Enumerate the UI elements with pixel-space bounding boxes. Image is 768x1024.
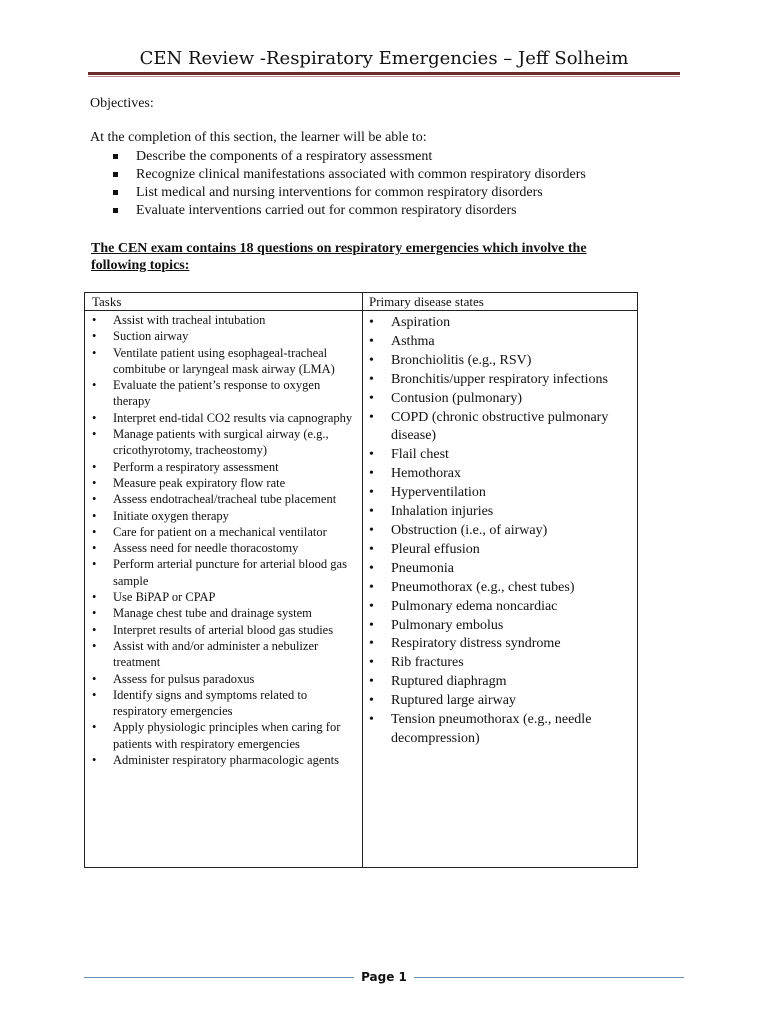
tasks-list (91, 312, 359, 768)
task-text: Interpret results of arterial blood gas studies (113, 622, 334, 637)
objective-text: Evaluate interventions carried out for common respiratory disorders (136, 203, 517, 218)
bullet-icon: • (92, 508, 97, 523)
disease-text: Contusion (pulmonary) (391, 390, 523, 406)
disease-item (369, 635, 635, 654)
task-text: Care for patient on a mechanical ventilator (113, 524, 327, 539)
bullet-icon: • (369, 693, 374, 709)
bullet-icon: • (92, 410, 97, 425)
task-item (91, 556, 359, 589)
disease-text: Pleural effusion (391, 541, 480, 557)
bullet-icon: • (369, 409, 374, 425)
header-rule-thick (88, 72, 680, 75)
objective-item (113, 166, 586, 184)
disease-text: Aspiration (391, 315, 451, 330)
bullet-icon: • (92, 557, 97, 572)
tasks-column-header: Tasks (92, 294, 122, 309)
bullet-icon: • (369, 579, 374, 595)
bullet-icon: • (92, 459, 97, 474)
bullet-icon: • (92, 590, 97, 605)
bullet-icon: • (92, 313, 97, 327)
disease-item (369, 465, 635, 484)
disease-text: Respiratory distress syndrome (391, 636, 561, 652)
bullet-icon: • (92, 378, 97, 393)
disease-text: COPD (chronic obstructive pulmonary disease) (391, 409, 609, 444)
disease-item (369, 446, 635, 465)
task-item (91, 687, 359, 720)
disease-text: Pulmonary embolus (391, 617, 504, 633)
task-text: Apply physiologic principles when caring for patients with respiratory emergencies (113, 720, 341, 751)
bullet-icon: • (92, 606, 97, 621)
bullet-icon: • (92, 687, 97, 702)
square-bullet-icon (113, 208, 118, 213)
task-text: Manage chest tube and drainage system (113, 606, 312, 621)
bullet-icon: • (369, 712, 374, 728)
task-item (91, 377, 359, 410)
disease-item (369, 560, 635, 579)
objective-text: Describe the components of a respiratory assessment (136, 149, 433, 164)
bullet-icon: • (369, 466, 374, 482)
footer-rule-right (414, 977, 684, 978)
bullet-icon: • (369, 485, 374, 501)
disease-item (369, 503, 635, 522)
objectives-list (113, 148, 586, 220)
disease-item (369, 484, 635, 503)
disease-text: Obstruction (i.e., of airway) (391, 522, 548, 538)
bullet-icon: • (369, 447, 374, 463)
bullet-icon: • (369, 504, 374, 520)
task-item (91, 540, 359, 556)
disease-item (369, 617, 635, 636)
disease-item (369, 654, 635, 673)
diseases-column-header: Primary disease states (369, 294, 484, 309)
disease-text: Pneumothorax (e.g., chest tubes) (391, 579, 575, 595)
disease-item (369, 541, 635, 560)
task-item (91, 622, 359, 638)
bullet-icon: • (369, 598, 374, 614)
disease-item (369, 371, 635, 390)
header-rule-thin (88, 76, 680, 77)
bullet-icon: • (92, 622, 97, 637)
bullet-icon: • (92, 329, 97, 344)
bullet-icon: • (92, 524, 97, 539)
bullet-icon: • (369, 655, 374, 671)
task-item (91, 491, 359, 507)
table-column-divider (362, 293, 363, 867)
bullet-icon: • (369, 522, 374, 538)
bullet-icon: • (369, 333, 374, 349)
bullet-icon: • (92, 427, 97, 442)
task-item (91, 605, 359, 621)
disease-text: Tension pneumothorax (e.g., needle decompression) (391, 712, 592, 746)
disease-item (369, 390, 635, 409)
task-text: Administer respiratory pharmacologic agents (113, 753, 339, 768)
task-text: Measure peak expiratory flow rate (113, 475, 286, 490)
task-text: Identify signs and symptoms related to respiratory emergencies (113, 687, 308, 719)
table-header-divider (85, 310, 637, 311)
bullet-icon: • (92, 720, 97, 735)
task-text: Initiate oxygen therapy (113, 508, 229, 523)
square-bullet-icon (113, 190, 118, 195)
task-item (91, 752, 359, 768)
bullet-icon: • (369, 560, 374, 576)
task-item (91, 459, 359, 475)
task-text: Assist with tracheal intubation (113, 313, 266, 327)
task-text: Manage patients with surgical airway (e.g., cricothyrotomy, tracheostomy) (113, 427, 329, 458)
disease-item (369, 522, 635, 541)
task-item (91, 589, 359, 605)
task-text: Use BiPAP or CPAP (113, 590, 216, 605)
task-item (91, 312, 359, 328)
bullet-icon: • (92, 541, 97, 556)
diseases-list (369, 314, 635, 749)
disease-item (369, 598, 635, 617)
task-item (91, 671, 359, 687)
task-item (91, 475, 359, 491)
task-text: Interpret end-tidal CO2 results via capnography (113, 410, 353, 425)
task-text: Evaluate the patient’s response to oxygen therapy (113, 378, 321, 409)
bullet-icon: • (92, 638, 97, 653)
disease-text: Asthma (391, 333, 435, 349)
disease-item (369, 579, 635, 598)
task-item (91, 719, 359, 752)
bullet-icon: • (369, 352, 374, 368)
bullet-icon: • (92, 345, 97, 360)
objective-item (113, 148, 586, 166)
objective-item (113, 202, 586, 220)
bullet-icon: • (369, 674, 374, 690)
disease-text: Pneumonia (391, 560, 454, 576)
disease-text: Pulmonary edema noncardiac (391, 598, 558, 614)
disease-item (369, 333, 635, 352)
disease-text: Inhalation injuries (391, 504, 494, 520)
task-item (91, 508, 359, 524)
bullet-icon: • (369, 617, 374, 633)
bullet-icon: • (369, 636, 374, 652)
disease-text: Bronchitis/upper respiratory infections (391, 371, 608, 387)
document-title: CEN Review -Respiratory Emergencies – Jeff Solheim (139, 48, 629, 69)
bullet-icon: • (92, 475, 97, 490)
disease-text: Ruptured large airway (391, 693, 516, 709)
task-text: Assess need for needle thoracostomy (113, 541, 299, 556)
disease-item (369, 673, 635, 692)
bullet-icon: • (92, 671, 97, 686)
task-text: Suction airway (113, 329, 189, 344)
task-text: Assess for pulsus paradoxus (113, 671, 255, 686)
disease-text: Rib fractures (391, 655, 464, 671)
disease-item (369, 352, 635, 371)
task-item (91, 410, 359, 426)
bullet-icon: • (92, 492, 97, 507)
task-item (91, 426, 359, 459)
task-text: Perform a respiratory assessment (113, 459, 279, 474)
disease-text: Flail chest (391, 447, 449, 463)
task-text: Assist with and/or administer a nebulizer treatment (113, 638, 319, 670)
bullet-icon: • (369, 371, 374, 387)
disease-text: Bronchiolitis (e.g., RSV) (391, 352, 532, 368)
topics-table (84, 292, 638, 868)
bullet-icon: • (369, 390, 374, 406)
objective-text: List medical and nursing interventions for common respiratory disorders (136, 185, 543, 200)
bullet-icon: • (369, 541, 374, 557)
disease-item (369, 314, 635, 333)
task-item (91, 638, 359, 671)
task-text: Perform arterial puncture for arterial blood gas sample (113, 557, 347, 588)
disease-item (369, 409, 635, 447)
footer-rule-left (84, 977, 354, 978)
task-item (91, 345, 359, 378)
page-number: Page 1 (361, 970, 407, 984)
task-text: Ventilate patient using esophageal-tracheal combitube or laryngeal mask airway (LMA) (113, 345, 335, 376)
bullet-icon: • (92, 753, 97, 768)
disease-text: Hemothorax (391, 466, 461, 482)
square-bullet-icon (113, 154, 118, 159)
disease-item (369, 711, 635, 749)
objectives-intro: At the completion of this section, the learner will be able to: (90, 130, 427, 145)
objective-text: Recognize clinical manifestations associated with common respiratory disorders (136, 167, 586, 182)
task-item (91, 328, 359, 344)
bullet-icon: • (369, 315, 374, 330)
objectives-heading: Objectives: (90, 96, 154, 111)
objective-item (113, 184, 586, 202)
task-item (91, 524, 359, 540)
topics-heading: The CEN exam contains 18 questions on respiratory emergencies which involve the following topics: (91, 241, 587, 273)
disease-text: Ruptured diaphragm (391, 674, 507, 690)
disease-item (369, 692, 635, 711)
disease-text: Hyperventilation (391, 485, 486, 501)
square-bullet-icon (113, 172, 118, 177)
task-text: Assess endotracheal/tracheal tube placement (113, 492, 337, 507)
